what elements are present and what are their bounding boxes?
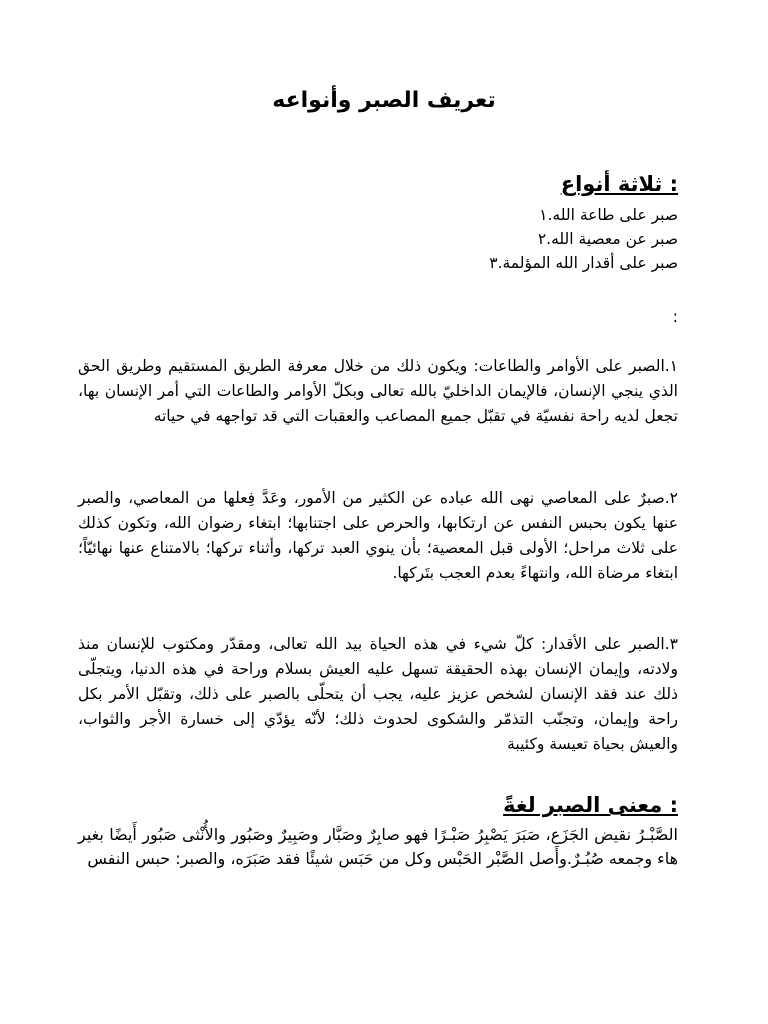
paragraph-obedience: ١.الصبر على الأوامر والطاعات: ويكون ذلك من خلال معرفة الطريق المستقيم وطريق الحق الذي ينجي الإنسان، فالإيمان الداخليّ بالله تعالى وبكلّ الأوامر والطاعات التي أمر الإنسان بها، تجعل لديه راحة نفسيّة في تقبّل جميع المصاعب والعقبات التي قد تواجهه في حياته [78, 357, 678, 425]
paragraph-fate: ٣.الصبر على الأقدار: كلّ شيء في هذه الحياة بيد الله تعالى، ومقدّر ومكتوب للإنسان منذ ولادته، وإيمان الإنسان بهذه الحقيقة تسهل عليه العيش بسلام وراحة في هذه الدنيا، ويتجلّى ذلك عند فقد الإنسان لشخص عزيز عليه، يجب أن يتحلّى بالصبر على ذلك، وتقبّل الأمر بكل راحة وإيمان، وتجنّب التذمّر والشكوى لحدوث ذلك؛ لأنّه يؤدّي إلى خسارة الأجر والثواب، والعيش بحياة تعيسة وكئيبة [78, 635, 678, 753]
colon-mark: : [672, 307, 678, 326]
list-item: صبر على أقدار الله المؤلمة.٣ [489, 254, 678, 272]
list-item: صبر عن معصية الله.٢ [537, 230, 678, 248]
meaning-text: الصَّبْـرُ نقيض الجَزَع، صَبَرَ يَصْبِرُ صَبْـرًا فهو صابِرٌ وصَبَّار وصَبِيرٌ وصَبُور والأُنْثى صَبُور أَيضًا بغير هاء وجمعه صُبُـرٌ.وأَصل الصَّبْر الحَبْس وكل من حَبَس شيئًا فقد صَبَرَه، والصبر: حبس النفس [78, 825, 678, 868]
types-list [78, 203, 678, 275]
page-title: تعريف الصبر وأنواعه [272, 88, 496, 113]
meaning-heading: : معنى الصبر لغةً [503, 793, 678, 817]
list-item: صبر على طاعة الله.١ [539, 206, 678, 224]
types-heading: : ثلاثة أنواع [560, 172, 678, 196]
paragraph-sins: ٢.صبرٌ على المعاصي نهى الله عباده عن الكثير من الأمور، وعَدَّ فِعلها من المعاصي، والصبر عنها يكون بحبس النفس عن ارتكابها، والحرص على اجتنابها؛ ابتغاء رضوان الله، وتكون كذلك على ثلاث مراحل؛ الأولى قبل المعصية؛ بأن ينوي العبد تركها، وأثناء تركها؛ بالامتناع عنها نهائيّاً؛ ابتغاء مرضاة الله، وانتهاءً بعدم العجب بتَركها. [78, 489, 678, 582]
